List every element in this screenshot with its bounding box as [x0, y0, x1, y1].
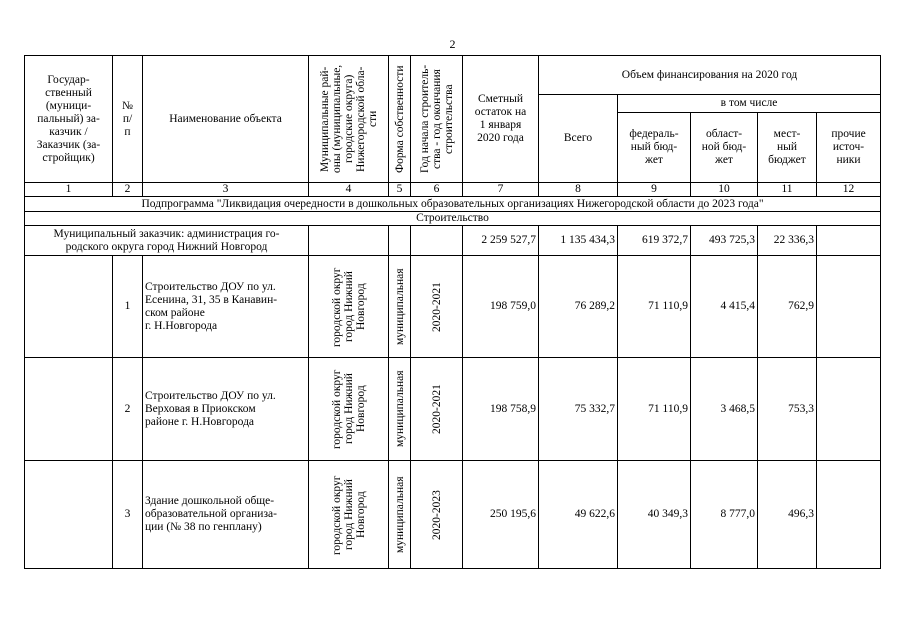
header-districts-cell	[309, 56, 389, 183]
financing-table	[24, 55, 881, 569]
summary-row	[25, 226, 881, 256]
summary-balance: 2 259 527,7	[463, 226, 539, 256]
header-name: Наименование объекта	[143, 56, 309, 183]
row-ownership: муниципальная	[393, 476, 406, 553]
row-ownership: муниципальная	[393, 370, 406, 448]
header-funding: Объем финансирования на 2020 год	[539, 56, 881, 95]
row-local: 762,9	[758, 256, 817, 358]
header-num: № п/ п	[113, 56, 143, 183]
header-districts: Муниципальные рай- оны (муниципальные, городские округа) Нижегородской обла- сти	[318, 64, 379, 174]
col-number: 7	[463, 183, 539, 197]
row-local: 496,3	[758, 461, 817, 569]
page-number: 2	[449, 37, 456, 51]
row-total: 76 289,2	[539, 256, 618, 358]
summary-total: 1 135 434,3	[539, 226, 618, 256]
header-years: Год начала строитель- ства - год окончания строительства	[418, 64, 455, 174]
header-total: Всего	[539, 95, 618, 183]
col-number: 4	[309, 183, 389, 197]
column-number-row	[25, 183, 881, 197]
row-regional: 3 468,5	[691, 358, 758, 461]
table-row	[25, 358, 881, 461]
row-total: 49 622,6	[539, 461, 618, 569]
row-regional: 4 415,4	[691, 256, 758, 358]
col-number: 5	[389, 183, 411, 197]
row-num: 1	[113, 256, 143, 358]
row-num: 3	[113, 461, 143, 569]
row-years: 2020-2021	[430, 384, 443, 434]
row-district: городской округ город Нижний Новгород	[330, 266, 367, 347]
header-balance: Сметный остаток на 1 января 2020 года	[463, 56, 539, 183]
col-number: 2	[113, 183, 143, 197]
summary-federal: 619 372,7	[618, 226, 691, 256]
row-total: 75 332,7	[539, 358, 618, 461]
row-district: городской округ город Нижний Новгород	[330, 369, 367, 449]
summary-regional: 493 725,3	[691, 226, 758, 256]
table-row	[25, 256, 881, 358]
header-including: в том числе	[618, 95, 881, 113]
row-name: Здание дошкольной обще- образовательной организа- ции (№ 38 по генплану)	[143, 461, 309, 569]
subprogram-title: Подпрограмма "Ликвидация очередности в дошкольных образовательных организациях Нижегородской области до 2023 года"	[25, 197, 881, 212]
header-years-cell	[411, 56, 463, 183]
col-number: 11	[758, 183, 817, 197]
header-ownership-cell	[389, 56, 411, 183]
row-years: 2020-2023	[430, 489, 443, 540]
summary-customer: Муниципальный заказчик: администрация го- родского округа город Нижний Новгород	[25, 226, 309, 256]
row-num: 2	[113, 358, 143, 461]
col-number: 3	[143, 183, 309, 197]
col-number: 9	[618, 183, 691, 197]
col-number: 1	[25, 183, 113, 197]
section-title: Строительство	[25, 212, 881, 226]
col-number: 6	[411, 183, 463, 197]
row-local: 753,3	[758, 358, 817, 461]
header-customer: Государ- ственный (муници- пальный) за- казчик / Заказчик (за- стройщик)	[25, 56, 113, 183]
row-regional: 8 777,0	[691, 461, 758, 569]
row-ownership: муниципальная	[393, 268, 406, 345]
row-federal: 40 349,3	[618, 461, 691, 569]
header-federal: федераль- ный бюд- жет	[618, 113, 691, 183]
header-other: прочие источ- ники	[817, 113, 881, 183]
row-federal: 71 110,9	[618, 256, 691, 358]
row-balance: 198 759,0	[463, 256, 539, 358]
row-district: городской округ город Нижний Новгород	[330, 474, 367, 555]
row-name: Строительство ДОУ по ул. Верховая в Приокском районе г. Н.Новгорода	[143, 358, 309, 461]
col-number: 12	[817, 183, 881, 197]
row-years: 2020-2021	[430, 281, 443, 332]
row-name: Строительство ДОУ по ул. Есенина, 31, 35 в Канавин- ском районе г. Н.Новгорода	[143, 256, 309, 358]
header-local: мест- ный бюджет	[758, 113, 817, 183]
table-row	[25, 461, 881, 569]
row-balance: 250 195,6	[463, 461, 539, 569]
col-number: 10	[691, 183, 758, 197]
summary-local: 22 336,3	[758, 226, 817, 256]
row-balance: 198 758,9	[463, 358, 539, 461]
col-number: 8	[539, 183, 618, 197]
header-regional: област- ной бюд- жет	[691, 113, 758, 183]
header-ownership: Форма собственности	[393, 65, 406, 173]
row-federal: 71 110,9	[618, 358, 691, 461]
